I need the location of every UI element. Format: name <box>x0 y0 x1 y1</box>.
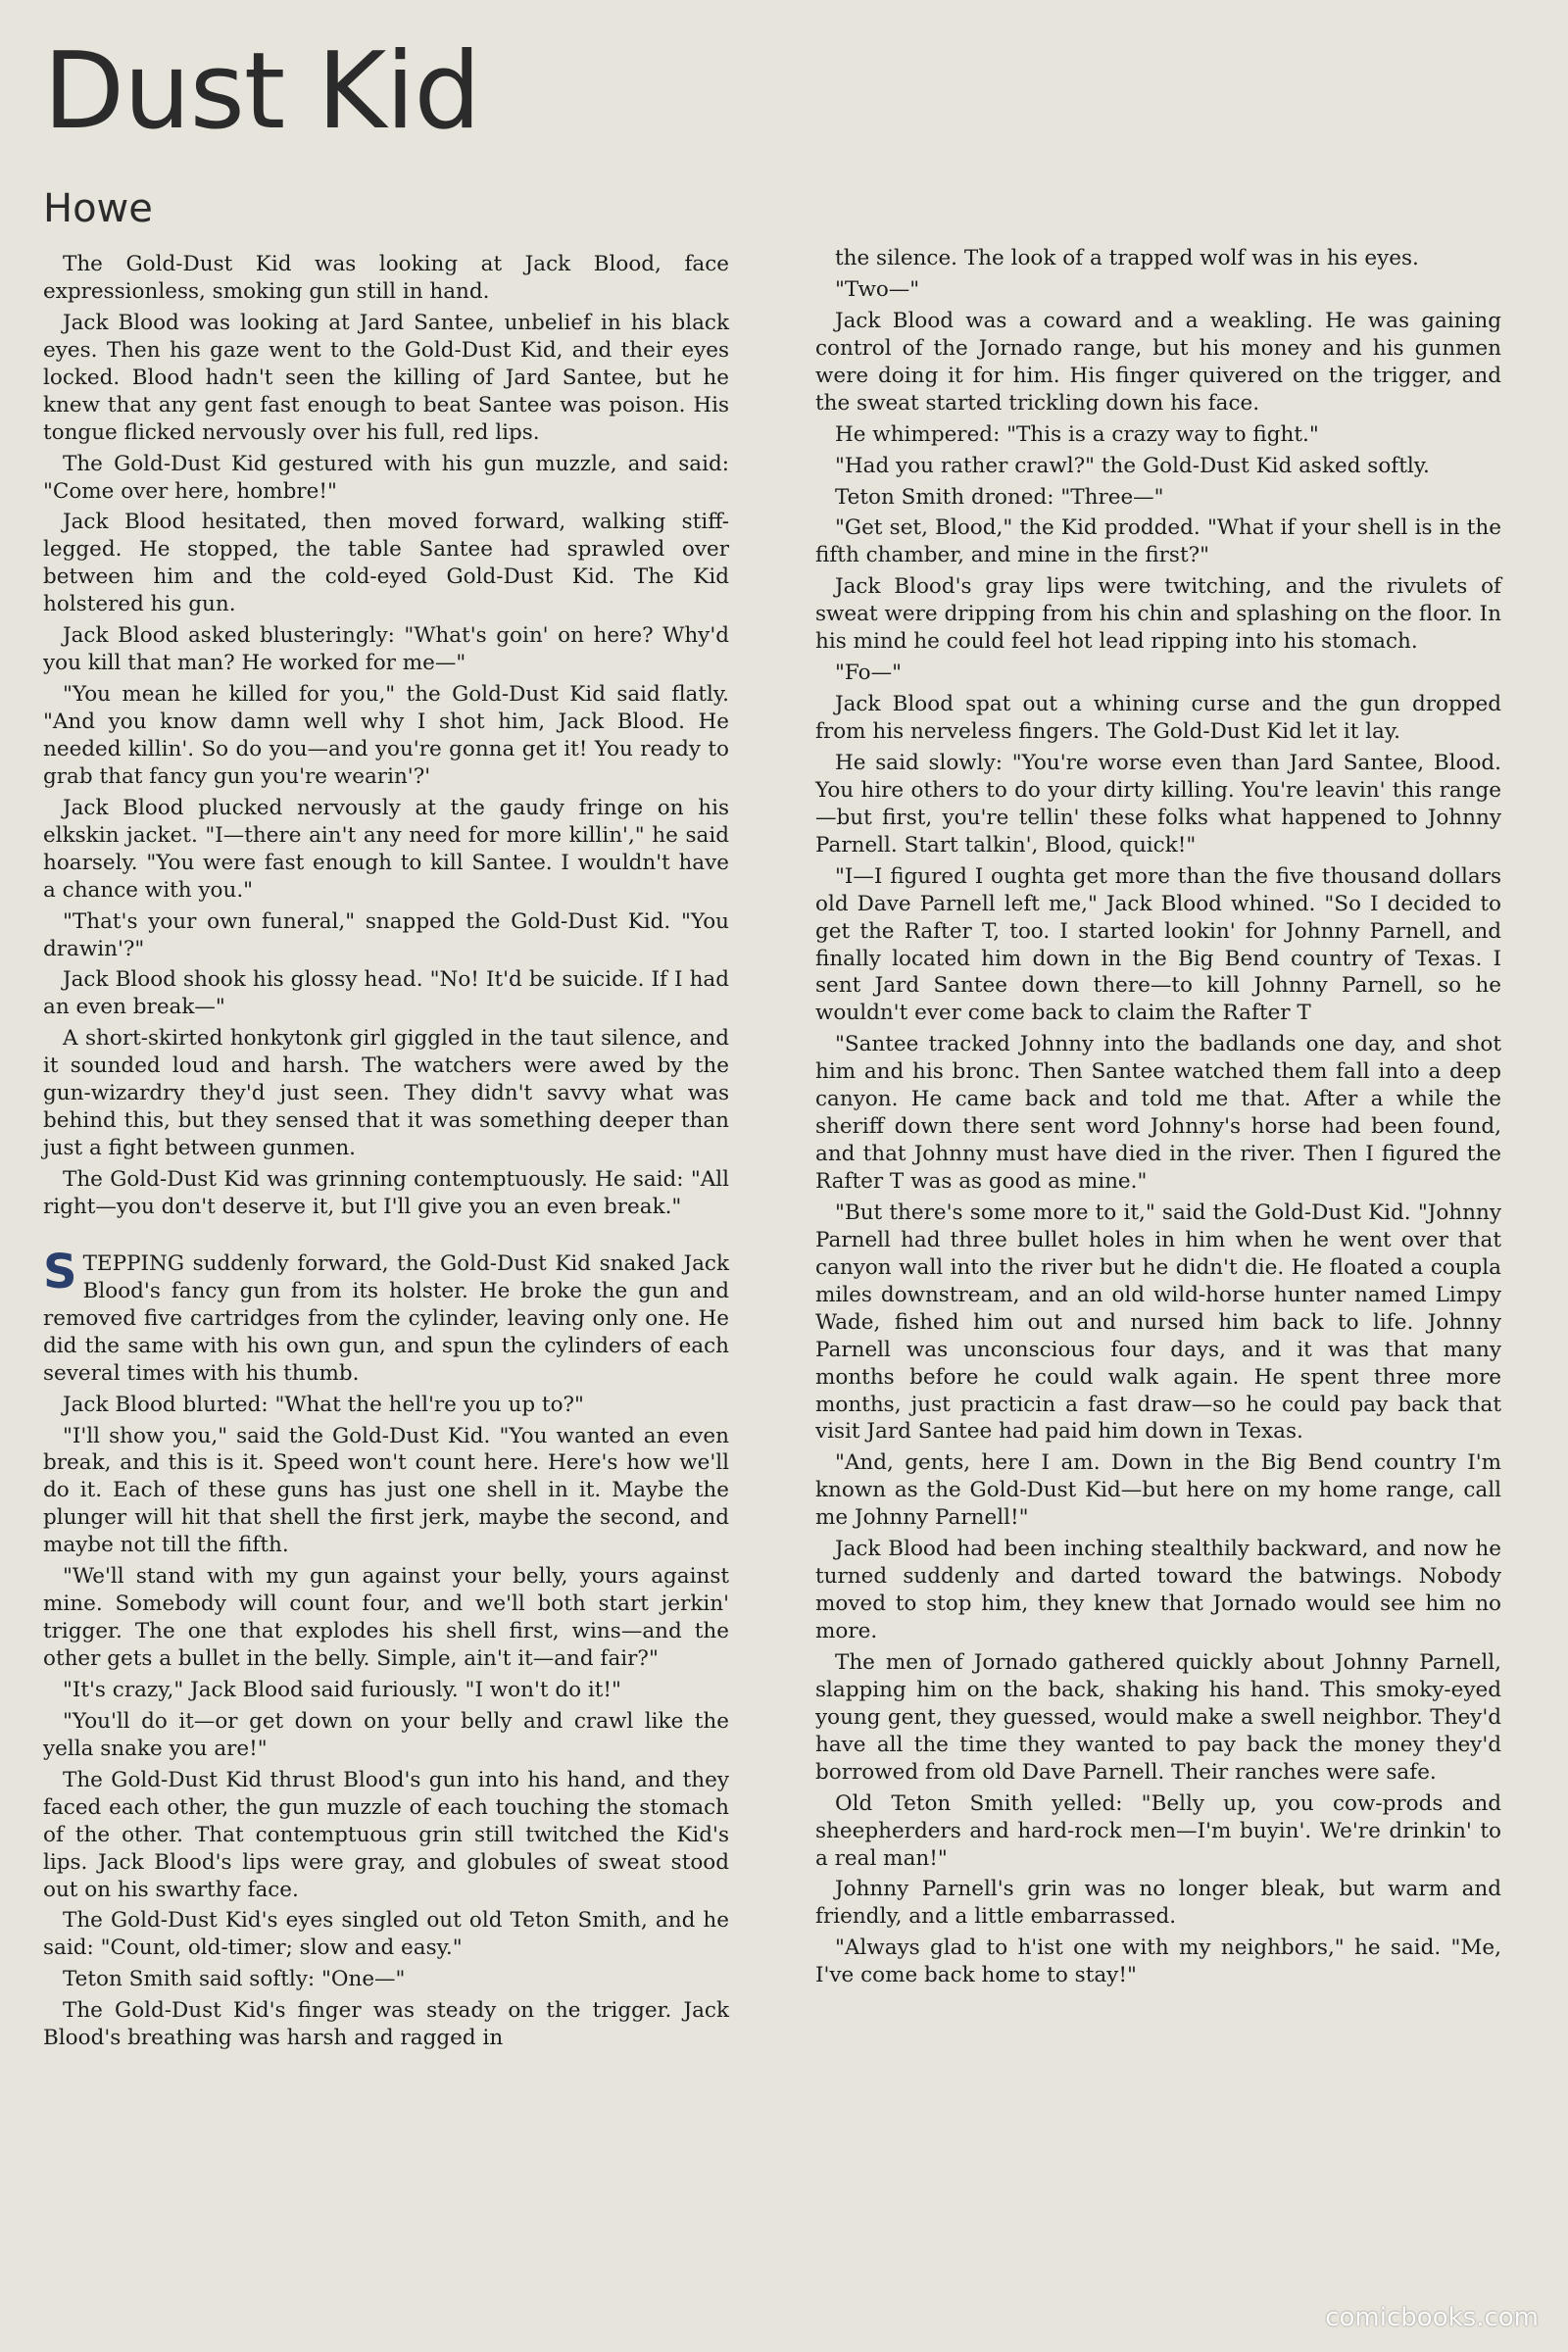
story-paragraph: "We'll stand with my gun against your belly, yours against mine. Somebody will count four, and we'll both start jerkin' trigger. The one that explodes his shell first, wins—and the other gets a bullet in the belly. Simple, ain't it—and fair?" <box>43 1564 729 1671</box>
story-title: Dust Kid <box>43 30 480 153</box>
story-paragraph: "You mean he killed for you," the Gold-Dust Kid said flatly. "And you know damn well why I shot him, Jack Blood. He needed killin'. So do you—and you're gonna get it! You ready to grab that fancy gun you're wearin'?' <box>43 682 729 789</box>
story-paragraph: Jack Blood spat out a whining curse and the gun dropped from his nerveless fingers. The Gold-Dust Kid let it lay. <box>815 692 1501 744</box>
story-paragraph: "I—I figured I oughta get more than the five thousand dollars old Dave Parnell left me," Jack Blood whined. "So I decided to get the Rafter T, too. I started lookin' for Johnny Parnell, and finally located him down in the Big Bend country of Texas. I sent Jard Santee down there—to kill Johnny Parnell, so he wouldn't ever come back to claim the Rafter T <box>815 863 1501 1026</box>
left-column-continued-paragraphs <box>43 1392 729 2053</box>
story-paragraph: He whimpered: "This is a crazy way to fight." <box>835 421 1319 447</box>
left-text-column <box>43 251 729 2289</box>
story-paragraph: "Santee tracked Johnny into the badlands one day, and shot him and his bronc. Then Santee watched them fall into a deep canyon. He came back and told me that. After a while the sheriff down there sent word Johnny's horse had been found, and that Johnny must have died in the river. Then I figured the Rafter T was as good as mine." <box>815 1032 1501 1194</box>
story-paragraph: The Gold-Dust Kid thrust Blood's gun into his hand, and they faced each other, the gun muzzle of each touching the stomach of the other. That contemptuous grin still twitched the Kid's lips. Jack Blood's lips were gray, and globules of sweat stood out on his swarthy face. <box>43 1767 729 1902</box>
story-paragraph: Johnny Parnell's grin was no longer bleak, but warm and friendly, and a little embarrassed. <box>815 1877 1501 1930</box>
story-paragraph: The men of Jornado gathered quickly about Johnny Parnell, slapping him on the back, shaking his hand. This smoky-eyed young gent, they guessed, would make a swell neighbor. They'd have all the time they wanted to pay back the money they'd borrowed from old Dave Parnell. Their ranches were safe. <box>815 1649 1501 1785</box>
story-paragraph: He said slowly: "You're worse even than Jard Santee, Blood. You hire others to do your dirty killing. You're leavin' this range—but first, you're tellin' these folks what happened to Johnny Parnell. Start talkin', Blood, quick!" <box>815 750 1501 858</box>
story-paragraph: Teton Smith said softly: "One—" <box>63 1967 406 1992</box>
story-paragraph: Jack Blood plucked nervously at the gaudy fringe on his elkskin jacket. "I—there ain't any need for more killin'," he said hoarsely. "You were fast enough to kill Santee. I wouldn't have a chance with you." <box>43 795 729 903</box>
story-paragraph: the silence. The look of a trapped wolf was in his eyes. <box>835 246 1419 270</box>
author-byline: Howe <box>43 186 153 231</box>
story-paragraph: "It's crazy," Jack Blood said furiously. "I won't do it!" <box>63 1677 621 1702</box>
story-paragraph: Jack Blood asked blusteringly: "What's goin' on here? Why'd you kill that man? He worked for me—" <box>43 623 729 676</box>
story-paragraph: "And, gents, here I am. Down in the Big Bend country I'm known as the Gold-Dust Kid—but here on my home range, call me Johnny Parnell!" <box>815 1450 1501 1531</box>
story-paragraph: A short-skirted honkytonk girl giggled in the taut silence, and it sounded loud and harsh. The watchers were awed by the gun-wizardry they'd just seen. They didn't savvy what was behind this, but they sensed that it was something deeper than just a fight between gunmen. <box>43 1026 729 1161</box>
story-paragraph: "That's your own funeral," snapped the Gold-Dust Kid. "You drawin'?" <box>43 908 729 961</box>
story-paragraph: "Always glad to h'ist one with my neighbors," he said. "Me, I've come back home to stay!" <box>815 1936 1501 1988</box>
section-lede-paragraph <box>43 1244 729 1388</box>
story-paragraph: Jack Blood blurted: "What the hell're you up to?" <box>63 1392 584 1417</box>
story-paragraph: The Gold-Dust Kid's finger was steady on the trigger. Jack Blood's breathing was harsh and ragged in <box>43 1998 729 2051</box>
story-paragraph: The Gold-Dust Kid gestured with his gun muzzle, and said: "Come over here, hombre!" <box>43 451 729 504</box>
story-paragraph: The Gold-Dust Kid was grinning contemptuously. He said: "All right—you don't deserve it, but I'll give you an even break." <box>43 1167 729 1219</box>
story-paragraph: Teton Smith droned: "Three—" <box>835 484 1164 510</box>
story-paragraph: Jack Blood's gray lips were twitching, and the rivulets of sweat were dripping from his chin and splashing on the floor. In his mind he could feel hot lead ripping into his stomach. <box>815 574 1501 655</box>
story-paragraph: Old Teton Smith yelled: "Belly up, you cow-prods and sheepherders and hard-rock men—I'm buyin'. We're drinkin' to a real man!" <box>815 1790 1501 1871</box>
story-paragraph: The Gold-Dust Kid was looking at Jack Blood, face expressionless, smoking gun still in hand. <box>43 252 729 304</box>
right-text-column <box>815 245 1501 2303</box>
story-paragraph: "You'll do it—or get down on your belly and crawl like the yella snake you are!" <box>43 1708 729 1761</box>
story-paragraph: The Gold-Dust Kid's eyes singled out old Teton Smith, and he said: "Count, old-timer; slow and easy." <box>43 1908 729 1961</box>
story-paragraph: Jack Blood was a coward and a weakling. He was gaining control of the Jornado range, but his money and his gunmen were doing it for him. His finger quivered on the trigger, and the sweat started trickling down his face. <box>815 308 1501 416</box>
drop-cap-letter: S <box>43 1244 77 1299</box>
story-paragraph: Jack Blood had been inching stealthily backward, and now he turned suddenly and darted toward the batwings. Nobody moved to stop him, they knew that Jornado would see him no more. <box>815 1537 1501 1643</box>
story-paragraph: Jack Blood hesitated, then moved forward, walking stiff-legged. He stopped, the table Santee had sprawled over between him and the cold-eyed Gold-Dust Kid. The Kid holstered his gun. <box>43 510 729 617</box>
story-paragraph: "I'll show you," said the Gold-Dust Kid. "You wanted an even break, and this is it. Speed won't count here. Here's how we'll do it. Each of these guns has just one shell in it. Maybe the plunger will hit that shell the first jerk, maybe the second, and maybe not till the fifth. <box>43 1423 729 1558</box>
story-paragraph: "But there's some more to it," said the Gold-Dust Kid. "Johnny Parnell had three bullet holes in him when he went over that canyon wall into the river but he didn't die. He floated a coupla miles downstream, and an old wild-horse hunter named Limpy Wade, fished him out and nursed him back to life. Johnny Parnell was unconscious four days, and it was that many months before he could walk again. He spent three more months, just practicin a fast draw—so he could pay back that visit Jard Santee had paid him down in Texas. <box>815 1200 1501 1445</box>
story-paragraph: "Two—" <box>835 276 920 302</box>
lede-text: TEPPING suddenly forward, the Gold-Dust Kid snaked Jack Blood's fancy gun from its holster. He broke the gun and removed five cartridges from the cylinder, leaving only one. He did the same with his own gun, and spun the cylinders of each several times with his thumb. <box>43 1250 729 1386</box>
story-paragraph: "Get set, Blood," the Kid prodded. "What if your shell is in the fifth chamber, and mine in the first?" <box>815 515 1501 568</box>
story-paragraph: "Had you rather crawl?" the Gold-Dust Kid asked softly. <box>835 453 1430 478</box>
right-column-paragraphs <box>815 245 1501 1989</box>
site-watermark: comicbooks.com <box>1325 2303 1539 2332</box>
story-paragraph: "Fo—" <box>835 661 902 686</box>
story-paragraph: Jack Blood shook his glossy head. "No! It'd be suicide. If I had an even break—" <box>43 967 729 1020</box>
left-column-paragraphs <box>43 251 729 1221</box>
story-paragraph: Jack Blood was looking at Jard Santee, unbelief in his black eyes. Then his gaze went to the Gold-Dust Kid, and their eyes locked. Blood hadn't seen the killing of Jard Santee, but he knew that any gent fast enough to beat Santee was poison. His tongue flicked nervously over his full, red lips. <box>43 310 729 445</box>
